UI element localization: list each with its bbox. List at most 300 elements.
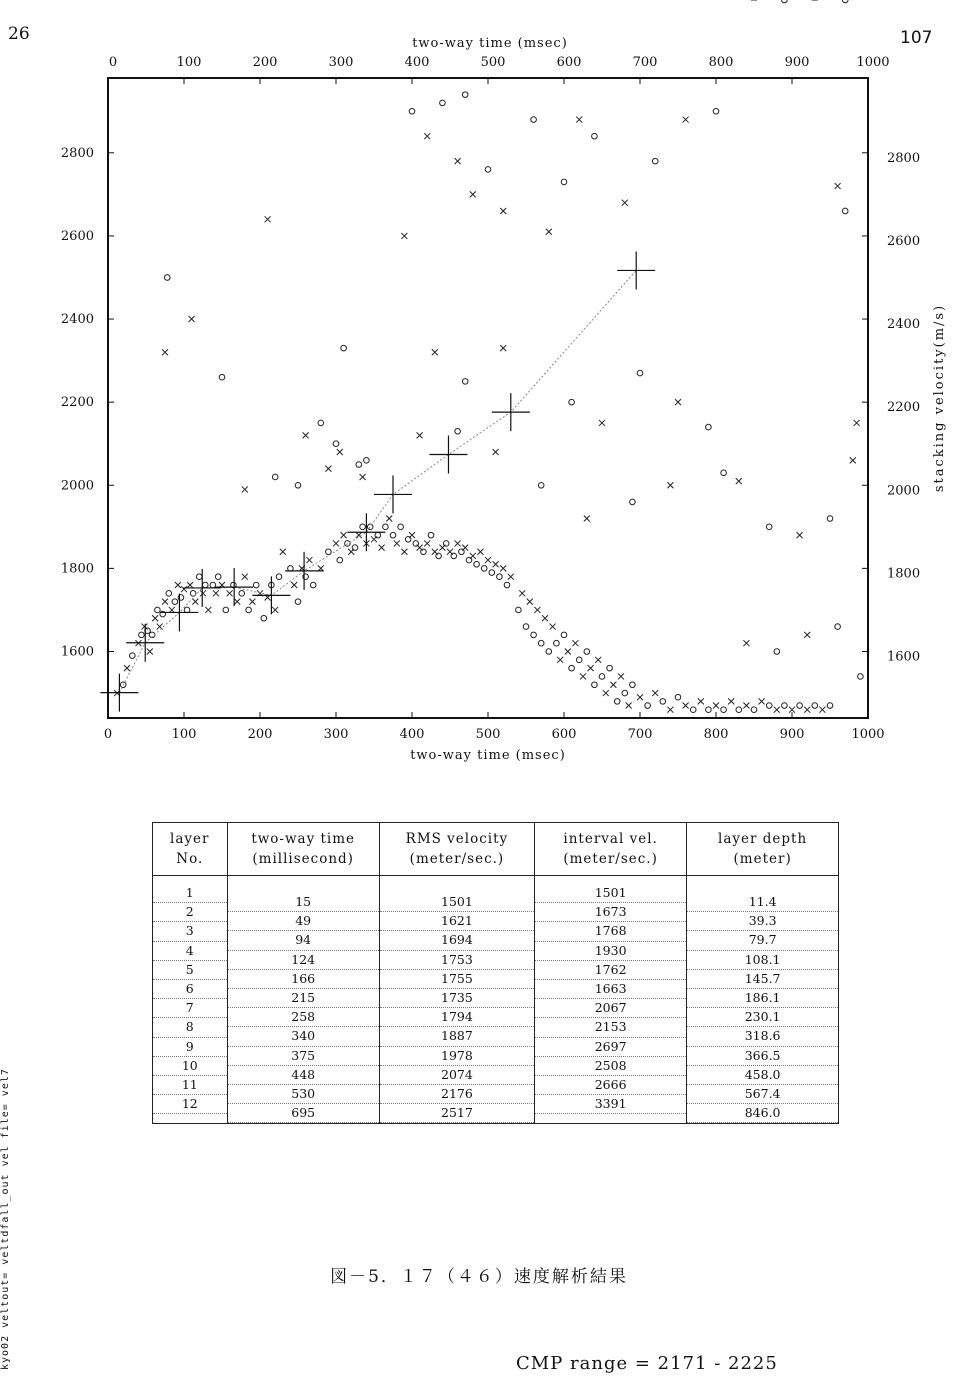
scatter-point-x	[485, 557, 491, 563]
scatter-point-x	[291, 582, 297, 588]
scatter-point-o	[766, 524, 772, 530]
table-cell: 11	[153, 1076, 227, 1095]
table-cell: 2666	[535, 1076, 686, 1095]
scatter-point-x	[333, 540, 339, 546]
table-cell: 1887	[380, 1027, 534, 1046]
scatter-point-o	[202, 582, 208, 588]
scatter-point-o	[812, 703, 818, 709]
scatter-point-o	[554, 640, 560, 646]
scatter-point-x	[622, 200, 628, 206]
velocity-pick-cross	[126, 624, 164, 662]
scatter-point-x	[141, 624, 147, 630]
scatter-point-x	[306, 557, 312, 563]
x-tick-label: 900	[779, 727, 805, 742]
x-axis-label-bottom: two-way time (msec)	[410, 748, 566, 763]
figure-caption: 図－5．１７（４６）速度解析結果	[330, 1267, 628, 1287]
scatter-point-o	[139, 632, 145, 638]
scatter-point-x	[546, 229, 552, 235]
scatter-point-o	[421, 549, 427, 555]
scatter-point-o	[451, 553, 457, 559]
scatter-point-x	[789, 707, 795, 713]
table-cell: 2508	[535, 1057, 686, 1076]
scatter-point-o	[455, 428, 461, 434]
scatter-point-o	[516, 607, 522, 613]
scatter-point-o	[713, 108, 719, 114]
table-cell: 3391	[535, 1095, 686, 1114]
velocity-pick-cross	[100, 674, 138, 712]
scatter-point-x	[470, 191, 476, 197]
y-tick-label-right: 2000	[887, 483, 921, 499]
velocity-pick-cross	[252, 576, 290, 614]
scatter-point-x	[192, 599, 198, 605]
scatter-point-x	[759, 698, 765, 704]
scatter-point-x	[728, 698, 734, 704]
scatter-point-x	[675, 399, 681, 405]
table-cell: 215	[228, 989, 379, 1008]
scatter-point-o	[782, 703, 788, 709]
scatter-point-o	[310, 582, 316, 588]
scatter-point-x	[455, 540, 461, 546]
scatter-point-o	[166, 591, 172, 597]
scatter-point-o	[215, 574, 221, 580]
table-cell: 318.6	[687, 1027, 838, 1046]
table-cell: 230.1	[687, 1008, 838, 1027]
scatter-point-o	[485, 167, 491, 173]
table-cell: 145.7	[687, 970, 838, 989]
scatter-point-x	[572, 640, 578, 646]
scatter-point-x	[584, 516, 590, 522]
scatter-point-x	[394, 540, 400, 546]
scatter-point-o	[497, 574, 503, 580]
scatter-point-o	[561, 632, 567, 638]
left-page-number: 26	[8, 24, 30, 44]
table-cell: 5	[153, 961, 227, 980]
table-header-row	[153, 823, 839, 876]
scatter-point-x	[124, 665, 130, 671]
scatter-point-o	[337, 557, 343, 563]
table-cell: 1663	[535, 980, 686, 999]
header-two-way-time: two-way time (millisecond)	[227, 823, 379, 876]
scatter-point-x	[242, 574, 248, 580]
scatter-point-o	[261, 615, 267, 621]
scatter-point-x	[534, 607, 540, 613]
table-cell: 15	[228, 893, 379, 912]
table-cell: 258	[228, 1008, 379, 1027]
scatter-point-o	[531, 632, 537, 638]
velocity-pick-cross	[374, 475, 412, 513]
x-tick-label: 1000	[851, 727, 885, 742]
scatter-point-o	[443, 541, 449, 547]
table-cell: 186.1	[687, 989, 838, 1008]
velocity-pick-cross	[492, 393, 530, 431]
table-cell: 11.4	[687, 893, 838, 912]
table-cell: 1794	[380, 1008, 534, 1027]
table-cell: 1753	[380, 951, 534, 970]
table-cell: 1694	[380, 931, 534, 950]
scatter-point-x	[667, 707, 673, 713]
scatter-point-o	[766, 703, 772, 709]
scatter-point-o	[736, 707, 742, 713]
scatter-point-o	[782, 0, 788, 3]
scatter-point-o	[614, 699, 620, 705]
scatter-point-x	[736, 478, 742, 484]
scatter-point-o	[155, 607, 161, 613]
scatter-point-x	[580, 673, 586, 679]
scatter-point-o	[751, 707, 757, 713]
table-cell: 2517	[380, 1104, 534, 1123]
table-cell: 366.5	[687, 1047, 838, 1066]
table-cell: 12	[153, 1095, 227, 1114]
scatter-point-o	[607, 665, 613, 671]
table-cell: 9	[153, 1038, 227, 1057]
scatter-point-o	[774, 649, 780, 655]
table-cell: 1978	[380, 1047, 534, 1066]
scatter-point-x	[303, 432, 309, 438]
y-tick-label-right: 2400	[887, 317, 921, 333]
x-tick-label-top: 200	[252, 55, 278, 70]
scatter-point-o	[706, 707, 712, 713]
scatter-point-o	[253, 582, 259, 588]
scatter-point-x	[470, 553, 476, 559]
y-tick-label: 2800	[60, 145, 94, 161]
x-tick-label: 300	[323, 727, 349, 742]
scatter-point-x	[595, 657, 601, 663]
scatter-point-o	[721, 470, 727, 476]
scatter-point-x	[527, 599, 533, 605]
scatter-point-x	[360, 474, 366, 480]
scatter-point-o	[383, 524, 389, 530]
scatter-point-x	[187, 582, 193, 588]
y-tick-label: 2600	[60, 228, 94, 244]
scatter-point-x	[200, 590, 206, 596]
scatter-point-x	[542, 615, 548, 621]
scatter-point-o	[474, 561, 480, 567]
scatter-point-o	[356, 462, 362, 468]
column-layer-depth	[687, 876, 839, 1124]
scatter-point-x	[424, 133, 430, 139]
column-interval-velocity	[535, 876, 687, 1124]
scatter-point-x	[550, 624, 556, 630]
header-interval-velocity: interval vel. (meter/sec.)	[535, 823, 687, 876]
y-tick-label-right: 1800	[887, 566, 921, 582]
velocity-pick-cross	[617, 251, 655, 289]
header-layer-depth: layer depth (meter)	[687, 823, 839, 876]
scatter-point-o	[341, 345, 347, 351]
scatter-point-o	[576, 657, 582, 663]
scatter-point-o	[360, 524, 366, 530]
table-cell: 79.7	[687, 931, 838, 950]
scatter-point-x	[519, 590, 525, 596]
scatter-point-o	[295, 599, 301, 605]
scatter-point-x	[242, 486, 248, 492]
scatter-point-o	[622, 690, 628, 696]
scatter-point-x	[189, 316, 195, 322]
scatter-point-x	[337, 449, 343, 455]
table-cell: 4	[153, 942, 227, 961]
x-tick-label: 500	[475, 727, 501, 742]
right-page-number: 107	[900, 28, 933, 48]
scatter-point-x	[424, 540, 430, 546]
scatter-point-x	[162, 599, 168, 605]
scatter-point-o	[440, 100, 446, 106]
scatter-point-x	[854, 420, 860, 426]
scatter-point-o	[409, 108, 415, 114]
scatter-point-x	[819, 707, 825, 713]
y-tick-label-right: 2600	[887, 233, 921, 249]
table-cell: 458.0	[687, 1066, 838, 1085]
scatter-point-x	[205, 607, 211, 613]
table-cell: 1	[153, 884, 227, 903]
scatter-point-o	[326, 549, 332, 555]
scatter-point-o	[223, 607, 229, 613]
table-cell: 166	[228, 970, 379, 989]
scatter-point-o	[538, 482, 544, 488]
table-cell: 846.0	[687, 1104, 838, 1123]
column-layer-no	[153, 876, 228, 1124]
scatter-point-x	[325, 466, 331, 472]
table-cell: 1768	[535, 922, 686, 941]
scatter-point-o	[827, 516, 833, 522]
semblance-points-layer	[114, 0, 863, 713]
scatter-point-x	[557, 657, 563, 663]
plot-frame	[108, 78, 868, 718]
table-cell: 1735	[380, 989, 534, 1008]
scatter-point-o	[546, 649, 552, 655]
table-cell: 567.4	[687, 1085, 838, 1104]
scatter-point-o	[675, 694, 681, 700]
table-cell: 1501	[535, 884, 686, 903]
scatter-point-x	[599, 420, 605, 426]
scatter-point-o	[364, 458, 370, 464]
y-tick-label: 2000	[60, 478, 94, 494]
scatter-point-x	[588, 665, 594, 671]
table-cell: 1762	[535, 961, 686, 980]
header-layer-no: layer No.	[153, 823, 228, 876]
scatter-point-x	[500, 345, 506, 351]
scatter-point-o	[561, 179, 567, 185]
x-tick-label-top: 1000	[856, 55, 890, 70]
x-tick-label: 0	[103, 727, 113, 742]
scatter-point-x	[162, 349, 168, 355]
scatter-point-o	[592, 133, 598, 139]
table-cell: 1755	[380, 970, 534, 989]
scatter-point-x	[432, 349, 438, 355]
table-cell: 2697	[535, 1038, 686, 1057]
scatter-point-x	[743, 640, 749, 646]
scatter-point-o	[295, 482, 301, 488]
scatter-point-o	[630, 499, 636, 505]
scatter-point-x	[280, 549, 286, 555]
y-tick-label: 2200	[60, 395, 94, 411]
scatter-point-x	[493, 449, 499, 455]
scatter-point-x	[213, 590, 219, 596]
scatter-point-x	[610, 682, 616, 688]
velocity-pick-cross	[285, 552, 323, 590]
x-tick-label-top: 100	[176, 55, 202, 70]
table-cell: 1673	[535, 903, 686, 922]
x-tick-label-top: 800	[708, 55, 734, 70]
scatter-point-o	[531, 117, 537, 123]
scatter-point-x	[626, 703, 632, 709]
scatter-point-x	[804, 707, 810, 713]
scatter-point-x	[698, 698, 704, 704]
table-cell: 695	[228, 1104, 379, 1123]
scatter-point-x	[508, 574, 514, 580]
y-tick-label: 1800	[60, 561, 94, 577]
y-tick-label-right: 2800	[887, 150, 921, 166]
x-tick-label-top: 900	[784, 55, 810, 70]
scatter-point-o	[706, 424, 712, 430]
scatter-point-o	[523, 624, 529, 630]
table-cell: 2	[153, 903, 227, 922]
table-cell: 2176	[380, 1085, 534, 1104]
scatter-point-o	[130, 653, 136, 659]
table-cell: 340	[228, 1027, 379, 1046]
scatter-point-o	[172, 599, 178, 605]
scatter-point-o	[390, 532, 396, 538]
scatter-point-o	[660, 699, 666, 705]
scatter-point-o	[599, 674, 605, 680]
x-tick-label: 400	[399, 727, 425, 742]
scatter-point-x	[565, 649, 571, 655]
table-cell: 10	[153, 1057, 227, 1076]
velocity-pick-cross	[183, 569, 221, 607]
scatter-point-x	[500, 208, 506, 214]
scatter-point-x	[462, 545, 468, 551]
scatter-point-x	[804, 632, 810, 638]
x-tick-label: 800	[703, 727, 729, 742]
table-cell: 1501	[380, 893, 534, 912]
cmp-range: CMP range = 2171 - 2225	[516, 1353, 778, 1374]
scatter-point-o	[398, 524, 404, 530]
y-axis-label: stacking velocity(m/s)	[932, 303, 947, 493]
scatter-point-o	[569, 665, 575, 671]
x-tick-label-top: 400	[404, 55, 430, 70]
scatter-point-x	[272, 607, 278, 613]
x-tick-label: 100	[171, 727, 197, 742]
scatter-point-o	[210, 582, 216, 588]
scatter-point-o	[569, 399, 575, 405]
table-cell: 1930	[535, 942, 686, 961]
table-cell: 94	[228, 931, 379, 950]
scatter-point-o	[164, 275, 170, 281]
column-two-way-time	[227, 876, 379, 1124]
x-tick-label: 200	[247, 727, 273, 742]
scatter-point-o	[219, 374, 225, 380]
table-cell: 448	[228, 1066, 379, 1085]
scatter-point-x	[379, 545, 385, 551]
y-tick-label-right: 2200	[887, 400, 921, 416]
x-tick-label-top: 0	[108, 55, 118, 70]
x-tick-label-top: 500	[480, 55, 506, 70]
scatter-point-x	[386, 516, 392, 522]
scatter-point-o	[436, 553, 442, 559]
scatter-point-o	[690, 707, 696, 713]
scatter-point-o	[842, 208, 848, 214]
scatter-point-x	[401, 549, 407, 555]
scatter-point-x	[683, 703, 689, 709]
scatter-point-o	[489, 570, 495, 576]
scatter-point-x	[637, 694, 643, 700]
table-cell: 8	[153, 1018, 227, 1037]
layer-results-table	[152, 822, 839, 1124]
scatter-point-o	[428, 532, 434, 538]
scatter-point-o	[333, 441, 339, 447]
x-tick-label-top: 600	[556, 55, 582, 70]
scatter-point-o	[272, 474, 278, 480]
x-tick-label-top: 700	[632, 55, 658, 70]
scatter-point-x	[409, 532, 415, 538]
scatter-point-x	[576, 117, 582, 123]
scatter-point-x	[603, 690, 609, 696]
scatter-point-o	[637, 370, 643, 376]
table-cell: 49	[228, 912, 379, 931]
scatter-point-x	[341, 532, 347, 538]
scatter-point-x	[265, 216, 271, 222]
scatter-point-o	[276, 574, 282, 580]
scatter-point-x	[175, 582, 181, 588]
scatter-point-x	[850, 457, 856, 463]
scatter-point-x	[683, 117, 689, 123]
table-cell: 108.1	[687, 951, 838, 970]
scatter-point-x	[455, 158, 461, 164]
table-cell: 375	[228, 1047, 379, 1066]
scatter-point-o	[827, 703, 833, 709]
scatter-point-o	[318, 420, 324, 426]
scatter-point-x	[652, 690, 658, 696]
y-tick-label: 2400	[60, 312, 94, 328]
scatter-point-o	[462, 92, 468, 98]
scatter-point-o	[196, 574, 202, 580]
scatter-point-o	[592, 682, 598, 688]
scatter-point-x	[774, 707, 780, 713]
side-file-note: kyo02 veltout= veltdfall_out vel file= vel7	[0, 1068, 11, 1370]
y-tick-label-right: 1600	[887, 649, 921, 665]
scatter-point-o	[652, 158, 658, 164]
table-body-row	[153, 876, 839, 1124]
scatter-point-o	[842, 0, 848, 3]
scatter-point-o	[352, 545, 358, 551]
scatter-point-x	[835, 183, 841, 189]
scatter-point-x	[667, 482, 673, 488]
x-axis-label-top: two-way time (msec)	[412, 36, 568, 51]
scatter-point-o	[645, 703, 651, 709]
scatter-point-o	[375, 532, 381, 538]
table-cell: 7	[153, 999, 227, 1018]
scatter-point-o	[504, 582, 510, 588]
table-cell: 2153	[535, 1018, 686, 1037]
scatter-point-x	[417, 432, 423, 438]
scatter-point-o	[584, 649, 590, 655]
scatter-point-x	[401, 233, 407, 239]
scatter-point-o	[239, 591, 245, 597]
x-tick-label: 600	[551, 727, 577, 742]
table-cell: 2074	[380, 1066, 534, 1085]
scatter-point-x	[234, 599, 240, 605]
scatter-point-x	[477, 549, 483, 555]
table-cell: 2067	[535, 999, 686, 1018]
scatter-point-x	[181, 586, 187, 592]
x-tick-label-top: 300	[328, 55, 354, 70]
scatter-point-x	[152, 615, 158, 621]
scatter-point-x	[618, 673, 624, 679]
scatter-point-x	[743, 703, 749, 709]
scatter-point-x	[227, 590, 233, 596]
table-cell: 530	[228, 1085, 379, 1104]
header-rms-velocity: RMS velocity (meter/sec.)	[379, 823, 534, 876]
velocity-picks-layer	[100, 251, 655, 711]
scatter-point-x	[147, 649, 153, 655]
